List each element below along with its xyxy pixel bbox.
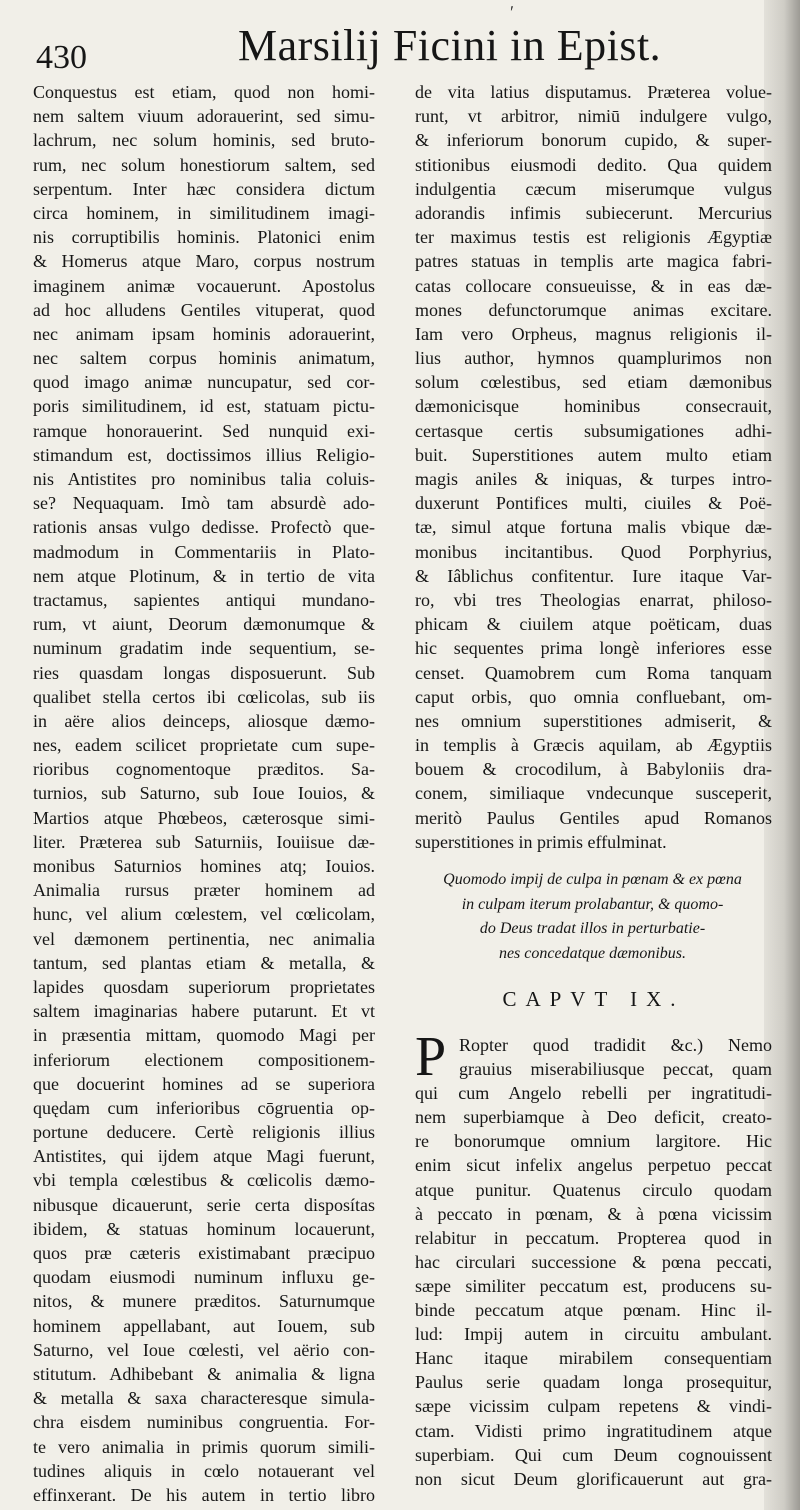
left-column-line: numinum gradatim inde sequentium, se-	[33, 638, 375, 659]
right-column-line: tæ, simul atque fortuna malis vbique dæ-	[415, 517, 772, 538]
left-column-line: nitos, & munere præditos. Saturnumque	[33, 1291, 375, 1312]
left-column-line: nem atque Plotinum, & in tertio de vita	[33, 565, 375, 586]
left-column-line: & metalla & saxa characteresque simula-	[33, 1388, 375, 1409]
rubric-line: in culpam iterum prolabantur, & quomo-	[461, 895, 724, 913]
right-column-line: ro, vbi tres Theologias enarrat, philoso-	[415, 589, 772, 610]
left-column-line: serpentum. Inter hæc considera dictum	[33, 178, 375, 199]
chapter-line: lud: Impij autem in circuitu ambulant.	[415, 1324, 772, 1345]
chapter-line: nem superbiamque à Deo deficit, creato-	[415, 1107, 772, 1128]
left-column-line: & Homerus atque Maro, corpus nostrum	[33, 251, 375, 272]
left-column-line: liter. Præterea sub Saturniis, Iouiisue dæ-	[33, 831, 375, 852]
left-column-line: circa hominem, in similitudinem imagi-	[33, 202, 375, 223]
left-column-line: Animalia rursus præter hominem ad	[33, 880, 375, 901]
left-column-line: nem saltem viuum adorauerint, sed simu-	[33, 106, 375, 127]
right-column-line: lius author, hymnos quamplurimos non	[415, 348, 772, 369]
left-column-line: in aëre alios deinceps, aliosque dæmo-	[33, 710, 375, 731]
left-column-line: hominem appellabant, aut Iouem, sub	[33, 1315, 375, 1336]
left-column-line: tudines aliquis in cœlo notauerant vel	[33, 1460, 375, 1481]
left-column-line: lachrum, nec solum hominis, sed bruto-	[33, 130, 375, 151]
left-column-line: quos præ cæteris existimabant præcipuo	[33, 1243, 375, 1263]
right-column-line: conem, similiaque vndecunque susceperit,	[415, 783, 772, 804]
left-column-line: ries quasdam longas disposuerunt. Sub	[33, 662, 375, 683]
chapter-body	[415, 1026, 772, 1491]
left-column-line: inferiorum electionem compositionem-	[33, 1049, 375, 1070]
running-head: Marsilij Ficini in Epist.	[238, 21, 662, 70]
left-column-line: imaginem animæ vocauerunt. Apostolus	[33, 275, 375, 296]
left-column-line: ibidem, & statuas hominum locauerunt,	[33, 1218, 375, 1239]
right-column-line: phicam & ciuilem atque poëticam, duas	[415, 614, 772, 635]
right-column-line: duxerunt Pontifices multi, ciuiles & Poë-	[415, 493, 772, 514]
left-column-line: monibus Saturnios homines atq; Iouios.	[33, 856, 375, 876]
left-column-line: rationis ansas vulgo dedisse. Profectò que-	[33, 517, 375, 538]
left-column-line: rum, nec solum honestiorum saltem, sed	[33, 154, 375, 175]
left-column-line: nibusque dicauerunt, serie certa disposítas	[33, 1194, 375, 1215]
chapter-line: ctam. Vidisti primo ingratitudinem atque	[415, 1420, 772, 1441]
left-column	[33, 80, 375, 1507]
rubric-line: nes concedatque dæmonibus.	[498, 944, 687, 962]
left-column-line: poris similitudinem, id est, statuam pictu-	[33, 396, 375, 417]
left-column-line: in præsentia mittam, quomodo Magi per	[33, 1025, 375, 1046]
right-column-line: runt, vt arbitror, nimiū indulgere vulgo,	[415, 106, 772, 127]
chapter-line: à peccato in pœnam, & à pœna vicissim	[415, 1203, 772, 1224]
left-column-line: quodam eiusmodi numinum influxu ge-	[33, 1267, 375, 1288]
left-column-line: te vero animalia in primis quorum simili-	[33, 1436, 375, 1457]
left-column-line: rum, vt aiunt, Deorum dæmonumque &	[33, 614, 375, 635]
left-column-line: Antistites, qui ijdem atque Magi fuerunt,	[33, 1146, 375, 1167]
left-column-line: se? Nequaquam. Imò tam absurdè ado-	[33, 493, 375, 514]
left-column-line: ramque honorauerint. Sed nunquid exi-	[33, 420, 375, 441]
chapter-line: enim sicut infelix angelus perpetuo peccat	[415, 1155, 772, 1176]
right-column-line: nes omnium superstitiones admiserit, &	[415, 710, 772, 731]
chapter-line: sæpe vicissim culpam repetens & vindi-	[415, 1396, 772, 1417]
left-column-line: turnios, sub Saturno, sub Ioue Iouios, &	[33, 783, 375, 804]
chapter-heading: CAPVT IX.	[502, 987, 685, 1011]
rubric-line: do Deus tradat illos in perturbatie-	[479, 920, 706, 937]
left-column-line: Saturno, vel Ioue cœlesti, vel aërio con-	[33, 1339, 375, 1360]
left-column-line: nis Antistites pro nominibus talia coluis-	[33, 469, 375, 489]
right-column-line: stitionibus eiusmodi dedito. Qua quidem	[415, 154, 772, 175]
left-column-line: Martios atque Phœbeos, cæterosque simi-	[33, 807, 375, 828]
right-column-line: ter maximus testis est religionis Ægyptiæ	[415, 227, 772, 248]
right-column-line: Iam vero Orpheus, magnus religionis il-	[415, 323, 772, 344]
left-column-line: rioribus cognomentoque præditos. Sa-	[33, 759, 375, 780]
left-column-line: madmodum in Commentariis in Plato-	[33, 541, 375, 562]
chapter-line: Ropter quod tradidit &c.) Nemo	[459, 1035, 772, 1055]
right-column-line: patres statuas in templis arte magica fabri-	[415, 251, 772, 272]
left-column-line: hunc, vel alium cœlestem, vel cœlicolam,	[33, 904, 375, 925]
chapter-line: non sicut Deum glorificauerunt aut gra-	[415, 1468, 772, 1489]
left-column-line: lapides quosdam superiorum proprietates	[33, 976, 375, 997]
right-column-line: certasque certis subsumigationes adhi-	[415, 420, 772, 441]
right-column-line: dæmonicisque hominibus consecrauit,	[415, 396, 772, 417]
chapter-rubric	[410, 868, 775, 966]
chapter-line: superbiam. Qui cum Deum cognouissent	[415, 1444, 772, 1465]
ink-speck: ʹ	[510, 2, 514, 22]
left-column-line: vbi templa cœlestibus & cœlicolis dæmo-	[33, 1170, 375, 1191]
right-column-line: adorandis infimis subiecerunt. Mercurius	[415, 202, 772, 223]
chapter-line: binde peccatum atque pœnam. Hinc il-	[415, 1300, 772, 1321]
right-column-line: indulgentia cæcum miserumque vulgus	[415, 178, 772, 199]
left-column-line: nes, eadem scilicet proprietate cum supe-	[33, 735, 375, 756]
left-column-line: nec saltem corpus hominis animatum,	[33, 348, 375, 369]
left-column-line: nis corruptibilis hominis. Platonici enim	[33, 227, 375, 248]
left-column-line: nec animam ipsam hominis adorauerint,	[33, 323, 375, 344]
left-column-line: vel dæmonem pertinentia, nec animalia	[33, 928, 375, 949]
chapter-line: relabitur in peccatum. Propterea quod in	[415, 1227, 772, 1248]
right-column-line: caput orbis, quo omnia confluebant, om-	[415, 686, 772, 707]
chapter-line: grauius miserabiliusque peccat, quam	[459, 1059, 772, 1080]
right-column-line: hic sequentes prima longè inferiores esse	[415, 638, 772, 659]
chapter-line: Hanc itaque mirabilem consequentiam	[415, 1348, 772, 1369]
chapter-line: qui cum Angelo rebelli per ingratitudi-	[415, 1083, 772, 1104]
left-column-line: portune deducere. Certè religionis illius	[33, 1122, 375, 1143]
right-column-line: censet. Quamobrem cum Roma tanquam	[415, 662, 772, 683]
right-column-line: buit. Superstitiones autem multo etiam	[415, 444, 772, 465]
left-column-line: tractamus, sapientes antiqui mundano-	[33, 589, 375, 610]
left-column-line: saltem imaginarias habere putarunt. Et vt	[33, 1001, 375, 1022]
left-column-line: tantum, sed plantas etiam & metalla, &	[33, 952, 375, 973]
left-column-line: qualibet stella certos ibi cœlicolas, sub iis	[33, 686, 375, 707]
drop-cap: P	[415, 1026, 447, 1088]
right-column	[415, 80, 772, 854]
chapter-line: Paulus serie quadam longa prosequitur,	[415, 1372, 772, 1393]
right-column-line: & inferiorum bonorum cupido, & super-	[415, 130, 772, 151]
right-column-line: & Iâblichus confitentur. Iure itaque Var-	[415, 565, 772, 586]
left-column-line: quod imago animæ nuncupatur, sed cor-	[33, 372, 375, 393]
right-column-line: in templis à Græcis aquilam, ab Ægyptiis	[415, 735, 772, 756]
right-column-line: catas collocare consueuisse, & in eas dæ-	[415, 275, 772, 296]
chapter-line: sæpe similiter peccatum est, producens su-	[415, 1275, 772, 1296]
left-column-line: quędam cum inferioribus cōgruentia op-	[33, 1097, 375, 1118]
chapter-line: atque punitur. Quatenus circulo quodam	[415, 1179, 772, 1200]
right-column-line: monibus incitantibus. Quod Porphyrius,	[415, 541, 772, 562]
left-column-line: effinxerant. De his autem in tertio libro	[33, 1484, 375, 1505]
rubric-line: Quomodo impij de culpa in pœnam & ex pœna	[443, 871, 742, 888]
left-column-line: chra eisdem numinibus congruentia. For-	[33, 1412, 375, 1433]
right-column-line: de vita latius disputamus. Præterea volue-	[415, 82, 772, 102]
right-column-line: meritò Paulus Gentiles apud Romanos	[415, 807, 772, 828]
left-column-line: stitutum. Adhibebant & animalia & ligna	[33, 1363, 375, 1384]
right-column-line: bouem & crocodilum, à Babyloniis dra-	[415, 759, 772, 780]
left-column-line: que docuerint homines ad se superiora	[33, 1073, 375, 1094]
left-column-line: ad hoc alludens Gentiles vituperat, quod	[33, 299, 375, 320]
right-column-line: mones defunctorumque animas excitare.	[415, 299, 772, 320]
chapter-line: hac circulari successione & pœna peccati,	[415, 1251, 772, 1272]
right-column-line: solum cœlestibus, sed etiam dæmonibus	[415, 372, 772, 393]
right-column-line: magis aniles & iniquas, & turpes intro-	[415, 469, 772, 489]
right-column-line: superstitiones in primis effulminat.	[415, 831, 667, 852]
left-column-line: Conquestus est etiam, quod non homi-	[33, 82, 375, 102]
left-column-line: stimandum est, doctissimos illius Religio-	[33, 444, 375, 465]
chapter-line: re bonorumque omnium largitore. Hic	[415, 1131, 772, 1152]
page-number: 430	[36, 39, 87, 76]
